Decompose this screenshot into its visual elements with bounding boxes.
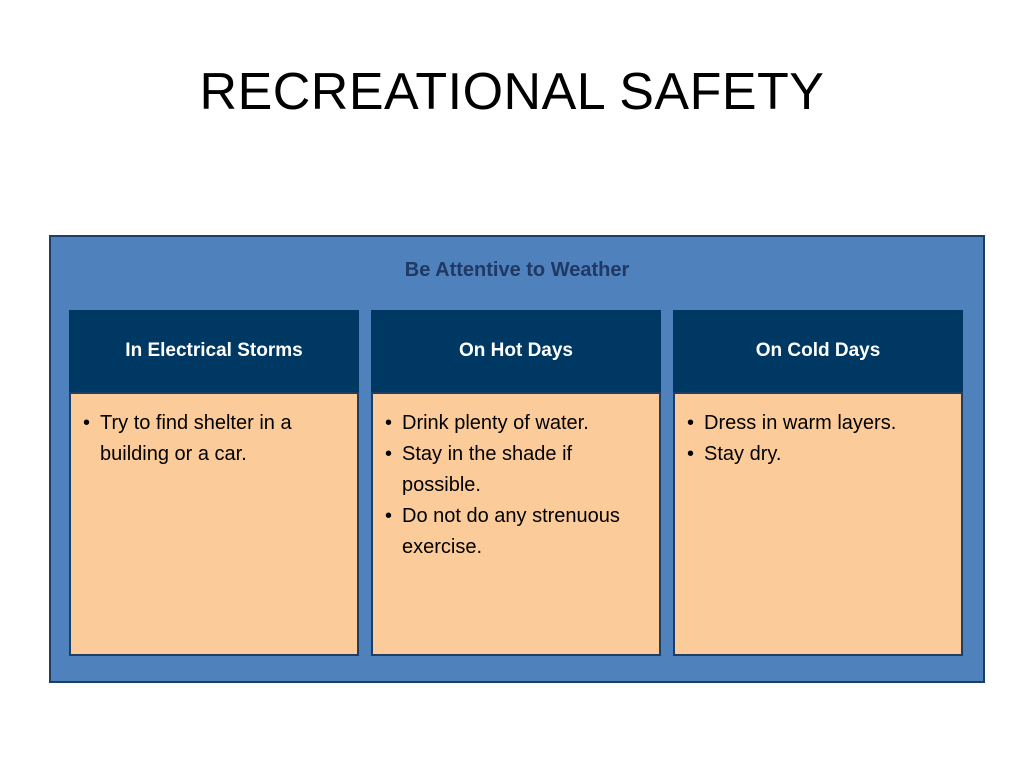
- bullet-item: • Try to find shelter in a building or a car.: [83, 408, 345, 470]
- column-header: On Cold Days: [673, 310, 963, 392]
- weather-panel: [49, 235, 985, 683]
- column-body: [371, 392, 661, 656]
- bullet-list: [675, 394, 961, 470]
- bullet-item: • Stay in the shade if possible.: [385, 439, 647, 501]
- column-cold-days: [673, 310, 963, 656]
- column-body: [69, 392, 359, 656]
- column-header: On Hot Days: [371, 310, 661, 392]
- panel-heading: Be Attentive to Weather: [404, 259, 630, 281]
- bullet-item: • Do not do any strenuous exercise.: [385, 501, 647, 563]
- column-body: [673, 392, 963, 656]
- column-header: In Electrical Storms: [69, 310, 359, 392]
- column-hot-days: [371, 310, 661, 656]
- bullet-item: • Dress in warm layers.: [687, 408, 949, 439]
- bullet-list: [373, 394, 659, 563]
- bullet-item: • Drink plenty of water.: [385, 408, 647, 439]
- column-electrical-storms: [69, 310, 359, 656]
- bullet-item: • Stay dry.: [687, 439, 949, 470]
- bullet-list: [71, 394, 357, 470]
- slide-title: RECREATIONAL SAFETY: [199, 63, 825, 121]
